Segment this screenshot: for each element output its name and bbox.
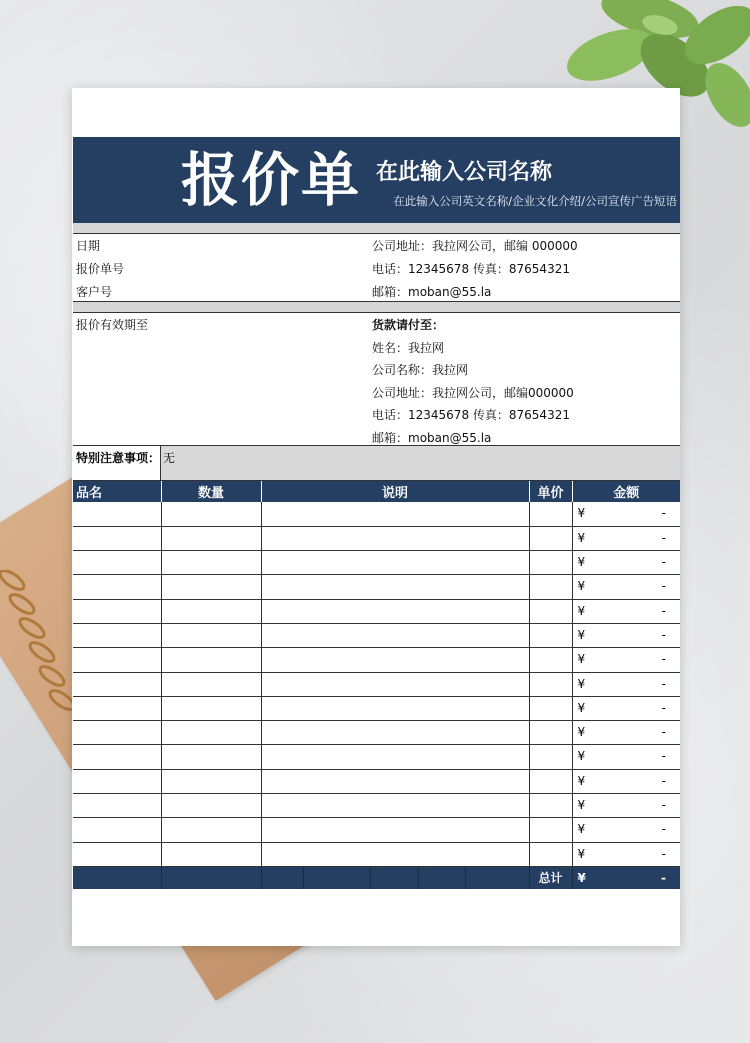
quantity-cell[interactable] bbox=[161, 551, 261, 575]
table-row bbox=[73, 696, 680, 720]
table-row bbox=[73, 599, 680, 623]
amount-value: - bbox=[661, 676, 666, 691]
description-cell[interactable] bbox=[261, 526, 529, 550]
item-name-cell[interactable] bbox=[73, 575, 161, 599]
table-row bbox=[73, 526, 680, 550]
total-cell bbox=[73, 867, 161, 889]
amount-cell[interactable] bbox=[572, 696, 680, 720]
unit-price-cell[interactable] bbox=[529, 818, 572, 842]
table-row bbox=[73, 818, 680, 842]
total-value: - bbox=[661, 870, 666, 885]
item-name-cell[interactable] bbox=[73, 526, 161, 550]
header-banner bbox=[73, 137, 680, 223]
payee-phone: 电话：12345678 传真：87654321 bbox=[372, 408, 570, 422]
currency-symbol: ¥ bbox=[577, 506, 586, 520]
total-cell bbox=[303, 867, 370, 889]
table-row bbox=[73, 672, 680, 696]
currency-symbol: ¥ bbox=[577, 822, 586, 837]
unit-price-cell[interactable] bbox=[529, 842, 572, 866]
amount-value: - bbox=[661, 846, 666, 861]
table-row bbox=[73, 721, 680, 745]
unit-price-cell[interactable] bbox=[529, 745, 572, 769]
quantity-cell[interactable] bbox=[161, 696, 261, 720]
amount-value: - bbox=[661, 773, 666, 788]
description-cell[interactable] bbox=[261, 599, 529, 623]
item-name-cell[interactable] bbox=[73, 551, 161, 575]
unit-price-cell[interactable] bbox=[529, 696, 572, 720]
unit-price-cell[interactable] bbox=[529, 721, 572, 745]
quantity-cell[interactable] bbox=[161, 526, 261, 550]
quantity-cell[interactable] bbox=[161, 721, 261, 745]
company-slogan: 在此输入公司英文名称/企业文化介绍/公司宣传广告短语 bbox=[393, 194, 677, 208]
description-cell[interactable] bbox=[261, 623, 529, 647]
payment-section bbox=[73, 313, 680, 446]
amount-cell[interactable] bbox=[572, 599, 680, 623]
currency-symbol: ¥ bbox=[577, 627, 586, 642]
unit-price-cell[interactable] bbox=[529, 599, 572, 623]
divider-band bbox=[73, 301, 680, 313]
quantity-cell[interactable] bbox=[161, 794, 261, 818]
amount-cell[interactable] bbox=[572, 526, 680, 550]
table-row bbox=[73, 648, 680, 672]
currency-symbol: ¥ bbox=[577, 725, 586, 740]
total-cell bbox=[465, 867, 529, 889]
items-table bbox=[73, 481, 680, 867]
page-title: 报价单 bbox=[181, 146, 362, 214]
pay-to-label: 货款请付至： bbox=[372, 318, 445, 332]
table-row bbox=[73, 842, 680, 866]
currency-symbol: ¥ bbox=[577, 798, 586, 813]
unit-price-cell[interactable] bbox=[529, 526, 572, 550]
amount-value: - bbox=[661, 579, 666, 594]
total-label: 总计 bbox=[529, 867, 572, 889]
amount-value: - bbox=[661, 627, 666, 642]
currency-symbol: ¥ bbox=[577, 555, 586, 570]
currency-symbol: ¥ bbox=[577, 700, 586, 715]
currency-symbol: ¥ bbox=[577, 652, 586, 667]
quantity-cell[interactable] bbox=[161, 599, 261, 623]
total-row bbox=[73, 867, 680, 889]
company-name: 在此输入公司名称 bbox=[376, 160, 553, 185]
quantity-cell[interactable] bbox=[161, 818, 261, 842]
total-cell bbox=[261, 867, 303, 889]
payee-name: 姓名：我拉网 bbox=[372, 341, 445, 355]
quotation-document bbox=[73, 137, 680, 889]
amount-cell[interactable] bbox=[572, 745, 680, 769]
quantity-cell[interactable] bbox=[161, 745, 261, 769]
total-table bbox=[73, 867, 680, 889]
column-header-item: 品名 bbox=[73, 481, 161, 502]
amount-value: - bbox=[661, 652, 666, 667]
quantity-cell[interactable] bbox=[161, 623, 261, 647]
company-email: 邮箱：moban@55.la bbox=[372, 285, 492, 299]
column-header-quantity: 数量 bbox=[161, 481, 261, 502]
unit-price-cell[interactable] bbox=[529, 769, 572, 793]
table-row bbox=[73, 745, 680, 769]
total-cell bbox=[370, 867, 418, 889]
amount-value: - bbox=[661, 530, 666, 545]
payee-email: 邮箱：moban@55.la bbox=[372, 431, 492, 445]
item-name-cell[interactable] bbox=[73, 818, 161, 842]
currency-symbol: ¥ bbox=[577, 530, 586, 545]
amount-value: - bbox=[661, 798, 666, 813]
item-name-cell[interactable] bbox=[73, 745, 161, 769]
amount-value: - bbox=[661, 725, 666, 740]
currency-symbol: ¥ bbox=[577, 579, 586, 594]
table-row bbox=[73, 502, 680, 526]
special-notes bbox=[73, 446, 680, 481]
currency-symbol: ¥ bbox=[577, 749, 586, 764]
special-notes-label: 特别注意事项： bbox=[73, 446, 161, 480]
quantity-cell[interactable] bbox=[161, 672, 261, 696]
divider-band bbox=[73, 223, 680, 234]
date-label: 日期 bbox=[76, 239, 101, 253]
description-cell[interactable] bbox=[261, 648, 529, 672]
amount-cell[interactable] bbox=[572, 502, 680, 526]
unit-price-cell[interactable] bbox=[529, 794, 572, 818]
currency-symbol: ¥ bbox=[577, 773, 586, 788]
quotation-sheet bbox=[72, 88, 680, 946]
amount-cell[interactable] bbox=[572, 623, 680, 647]
valid-until-label: 报价有效期至 bbox=[76, 318, 149, 332]
total-cell bbox=[161, 867, 261, 889]
info-section bbox=[73, 234, 680, 301]
quantity-cell[interactable] bbox=[161, 575, 261, 599]
description-cell[interactable] bbox=[261, 818, 529, 842]
currency-symbol: ¥ bbox=[577, 603, 586, 618]
description-cell[interactable] bbox=[261, 696, 529, 720]
description-cell[interactable] bbox=[261, 575, 529, 599]
column-header-description: 说明 bbox=[261, 481, 529, 502]
quantity-cell[interactable] bbox=[161, 769, 261, 793]
unit-price-cell[interactable] bbox=[529, 623, 572, 647]
notebook-rings-icon bbox=[0, 570, 80, 730]
unit-price-cell[interactable] bbox=[529, 575, 572, 599]
item-name-cell[interactable] bbox=[73, 769, 161, 793]
description-cell[interactable] bbox=[261, 502, 529, 526]
amount-cell[interactable] bbox=[572, 794, 680, 818]
payee-company: 公司名称：我拉网 bbox=[372, 363, 469, 377]
amount-cell[interactable] bbox=[572, 769, 680, 793]
table-row bbox=[73, 623, 680, 647]
amount-value: - bbox=[661, 749, 666, 764]
item-name-cell[interactable] bbox=[73, 672, 161, 696]
description-cell[interactable] bbox=[261, 551, 529, 575]
amount-value: - bbox=[661, 822, 666, 837]
description-cell[interactable] bbox=[261, 721, 529, 745]
quantity-cell[interactable] bbox=[161, 842, 261, 866]
currency-symbol: ¥ bbox=[577, 676, 586, 691]
item-name-cell[interactable] bbox=[73, 842, 161, 866]
amount-value: - bbox=[661, 603, 666, 618]
customer-number-label: 客户号 bbox=[76, 285, 113, 299]
payee-address: 公司地址：我拉网公司，邮编000000 bbox=[372, 386, 574, 400]
amount-cell[interactable] bbox=[572, 575, 680, 599]
amount-cell[interactable] bbox=[572, 842, 680, 866]
unit-price-cell[interactable] bbox=[529, 551, 572, 575]
amount-cell[interactable] bbox=[572, 721, 680, 745]
description-cell[interactable] bbox=[261, 794, 529, 818]
description-cell[interactable] bbox=[261, 842, 529, 866]
currency-symbol: ¥ bbox=[577, 846, 586, 861]
special-notes-value[interactable]: 无 bbox=[161, 446, 680, 480]
item-name-cell[interactable] bbox=[73, 502, 161, 526]
company-phone: 电话：12345678 传真：87654321 bbox=[372, 262, 570, 276]
column-header-unit-price: 单价 bbox=[529, 481, 572, 502]
company-address: 公司地址：我拉网公司，邮编 000000 bbox=[372, 239, 578, 253]
unit-price-cell[interactable] bbox=[529, 672, 572, 696]
item-name-cell[interactable] bbox=[73, 696, 161, 720]
item-name-cell[interactable] bbox=[73, 794, 161, 818]
amount-cell[interactable] bbox=[572, 551, 680, 575]
quantity-cell[interactable] bbox=[161, 502, 261, 526]
amount-cell[interactable] bbox=[572, 818, 680, 842]
amount-value: - bbox=[661, 506, 666, 520]
amount-value: - bbox=[661, 700, 666, 715]
item-name-cell[interactable] bbox=[73, 648, 161, 672]
column-header-amount: 金额 bbox=[572, 481, 680, 502]
table-row bbox=[73, 794, 680, 818]
item-name-cell[interactable] bbox=[73, 721, 161, 745]
currency-symbol: ¥ bbox=[577, 870, 586, 885]
description-cell[interactable] bbox=[261, 672, 529, 696]
quote-number-label: 报价单号 bbox=[76, 262, 125, 276]
table-row bbox=[73, 551, 680, 575]
table-row bbox=[73, 769, 680, 793]
table-header-row bbox=[73, 481, 680, 502]
amount-cell[interactable] bbox=[572, 672, 680, 696]
total-amount bbox=[572, 867, 680, 889]
total-cell bbox=[418, 867, 465, 889]
table-row bbox=[73, 575, 680, 599]
unit-price-cell[interactable] bbox=[529, 648, 572, 672]
item-name-cell[interactable] bbox=[73, 599, 161, 623]
description-cell[interactable] bbox=[261, 769, 529, 793]
item-name-cell[interactable] bbox=[73, 623, 161, 647]
unit-price-cell[interactable] bbox=[529, 502, 572, 526]
quantity-cell[interactable] bbox=[161, 648, 261, 672]
amount-value: - bbox=[661, 555, 666, 570]
description-cell[interactable] bbox=[261, 745, 529, 769]
amount-cell[interactable] bbox=[572, 648, 680, 672]
